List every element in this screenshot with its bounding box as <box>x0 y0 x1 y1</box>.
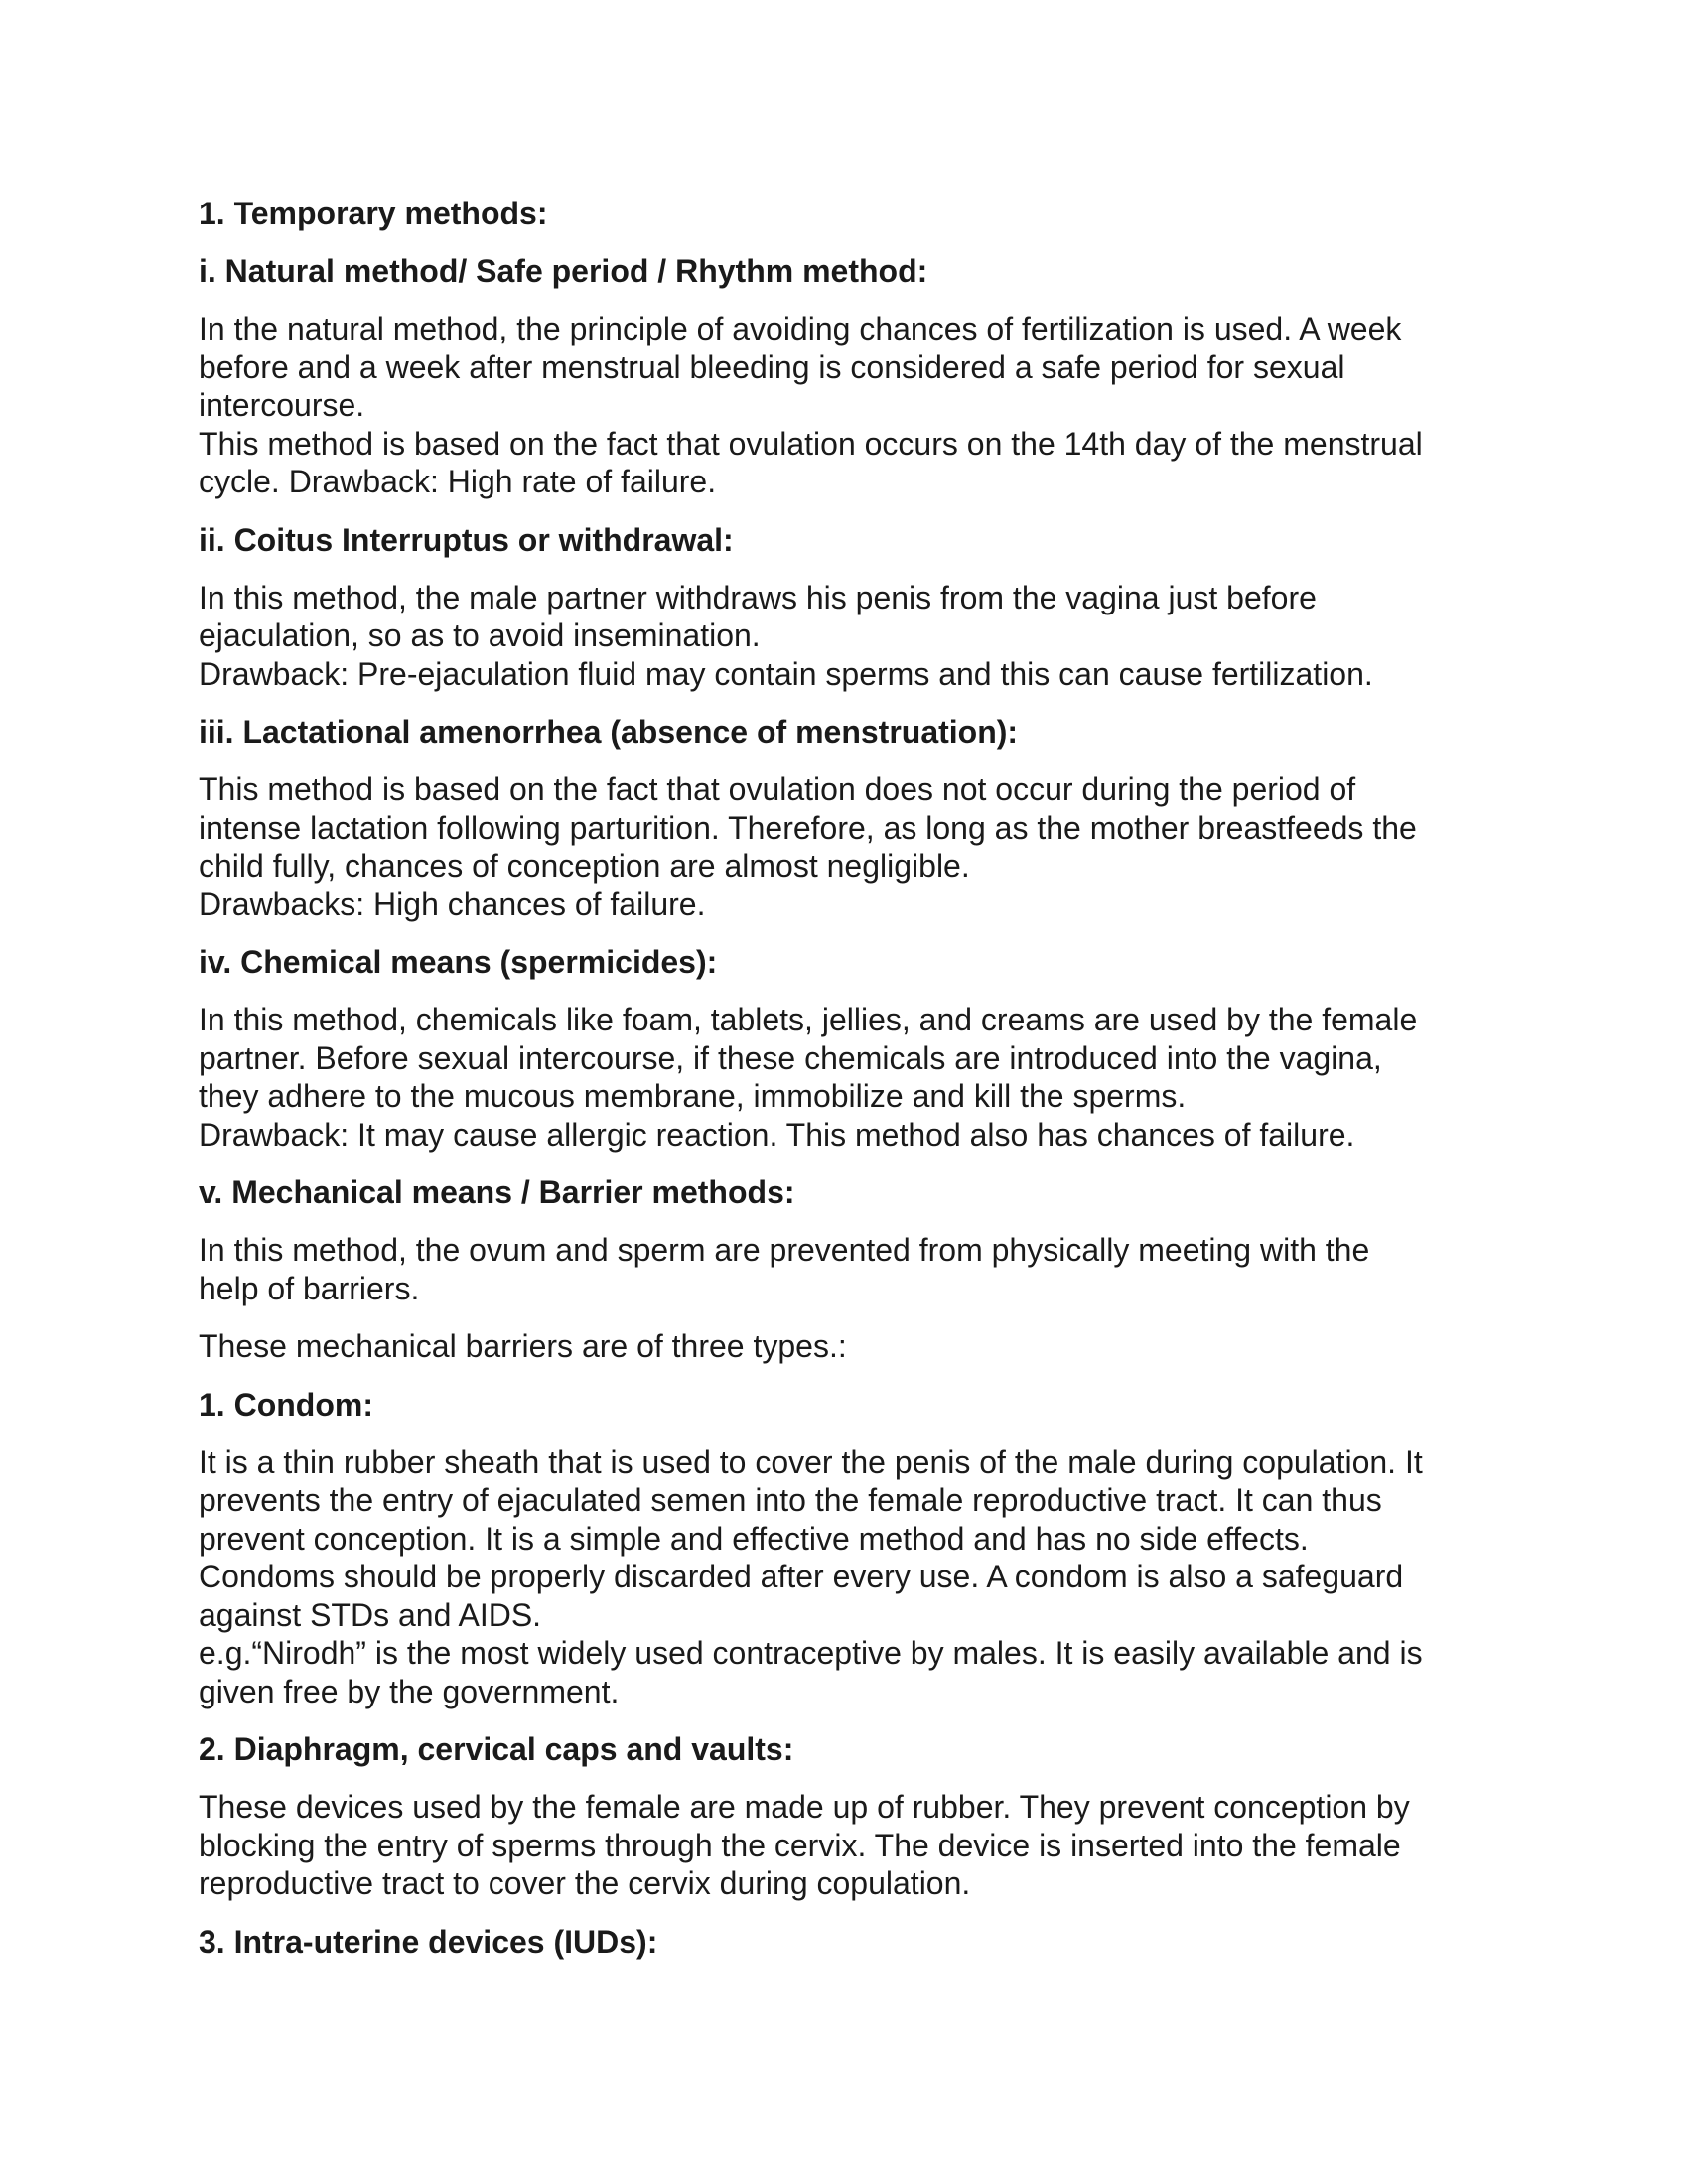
section-heading: 1. Temporary methods: <box>199 196 548 231</box>
text-line: prevent conception. It is a simple and effective method and has no side effects. <box>199 1520 1309 1557</box>
section-heading: 1. Condom: <box>199 1386 373 1423</box>
section-heading: v. Mechanical means / Barrier methods: <box>199 1174 795 1210</box>
text-line: cycle. Drawback: High rate of failure. <box>199 464 717 499</box>
text-line: reproductive tract to cover the cervix during copulation. <box>199 1865 971 1901</box>
text-line: These mechanical barriers are of three types.: <box>199 1328 847 1364</box>
text-line: given free by the government. <box>199 1673 620 1709</box>
text-line: blocking the entry of sperms through the cervix. The device is inserted into the female <box>199 1827 1401 1863</box>
text-line: intercourse. <box>199 387 365 423</box>
section-heading: 2. Diaphragm, cervical caps and vaults: <box>199 1731 794 1767</box>
text-line: e.g.“Nirodh” is the most widely used contraceptive by males. It is easily available and is <box>199 1635 1423 1671</box>
text-line: Drawback: Pre-ejaculation fluid may contain sperms and this can cause fertilization. <box>199 655 1373 692</box>
text-line: In this method, chemicals like foam, tablets, jellies, and creams are used by the female <box>199 1002 1418 1037</box>
text-line: intense lactation following parturition. Therefore, as long as the mother breastfeeds the <box>199 809 1417 846</box>
paragraph <box>199 770 1489 923</box>
section-heading: i. Natural method/ Safe period / Rhythm method: <box>199 253 928 289</box>
text-line: prevents the entry of ejaculated semen into the female reproductive tract. It can thus <box>199 1482 1382 1518</box>
text-line: they adhere to the mucous membrane, immobilize and kill the sperms. <box>199 1078 1187 1114</box>
paragraph <box>199 1001 1489 1154</box>
paragraph <box>199 310 1489 501</box>
text-line: child fully, chances of conception are almost negligible. <box>199 848 970 884</box>
document-page <box>199 195 1489 1980</box>
section-heading: 3. Intra-uterine devices (IUDs): <box>199 1923 658 1960</box>
text-line: In this method, the male partner withdraws his penis from the vagina just before <box>199 579 1317 615</box>
section-heading: ii. Coitus Interruptus or withdrawal: <box>199 521 734 558</box>
paragraph <box>199 1443 1489 1711</box>
text-line: This method is based on the fact that ovulation occurs on the 14th day of the menstrual <box>199 425 1423 462</box>
paragraph <box>199 579 1489 694</box>
text-line: These devices used by the female are made up of rubber. They prevent conception by <box>199 1789 1410 1825</box>
text-line: It is a thin rubber sheath that is used to cover the penis of the male during copulation. It <box>199 1443 1423 1480</box>
text-line: help of barriers. <box>199 1270 420 1306</box>
paragraph <box>199 1327 1489 1366</box>
text-line: against STDs and AIDS. <box>199 1596 542 1633</box>
paragraph <box>199 1231 1489 1307</box>
text-line: ejaculation, so as to avoid insemination. <box>199 617 761 653</box>
text-line: Drawback: It may cause allergic reaction. This method also has chances of failure. <box>199 1116 1355 1153</box>
paragraph <box>199 1788 1489 1903</box>
section-heading: iv. Chemical means (spermicides): <box>199 944 718 980</box>
text-line: Drawbacks: High chances of failure. <box>199 886 706 922</box>
text-line: In the natural method, the principle of avoiding chances of fertilization is used. A week <box>199 311 1402 346</box>
text-line: partner. Before sexual intercourse, if these chemicals are introduced into the vagina, <box>199 1039 1382 1076</box>
section-heading: iii. Lactational amenorrhea (absence of menstruation): <box>199 714 1019 750</box>
text-line: Condoms should be properly discarded after every use. A condom is also a safeguard <box>199 1559 1404 1594</box>
text-line: In this method, the ovum and sperm are prevented from physically meeting with the <box>199 1232 1370 1268</box>
text-line: This method is based on the fact that ovulation does not occur during the period of <box>199 771 1356 807</box>
text-line: before and a week after menstrual bleeding is considered a safe period for sexual <box>199 348 1345 385</box>
